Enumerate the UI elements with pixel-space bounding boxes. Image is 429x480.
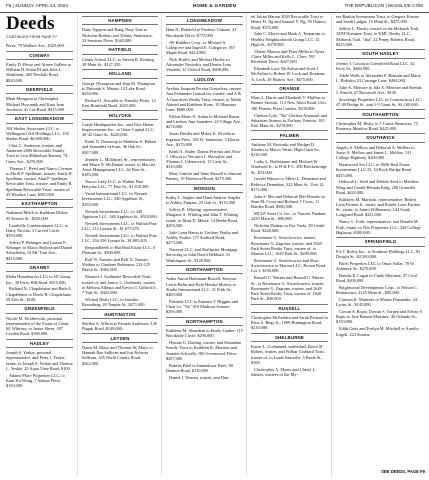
- column-3: [166, 14, 243, 476]
- deed-entry: Loudville Condominiums LLC, to Daisy Nicolai, 3 Curved Circle, $559,900.: [6, 222, 68, 239]
- deed-entry: Nuovo Lady LLC, to Walnut Pine Holyoke LLC, 77 Pine St., $1,358,300.: [82, 179, 150, 190]
- town-heading: ORANGE: [251, 84, 328, 93]
- deed-entry: Keith A. Andre, Danna Ferreira and Alice J. Oliscot to Veronica I. Showalter and Thomas J. Urbanovich, 15 Cady St., $310,000.: [166, 148, 241, 170]
- town-heading: NORTHAMPTON: [166, 265, 243, 274]
- deed-entry: Jennifer L. McDaniel, Sr., representative, and Maria N. McDaniel, estate, to Marcial Asset Management LLC, 64 Pine St., $185,000.: [82, 156, 156, 178]
- town-heading: SOUTH HADLEY: [336, 49, 425, 58]
- deed-entry: Adams Place Properties LLC, to Kam Kit Wong, 7 Adams Place, $150,000.: [6, 372, 65, 389]
- deed-entry: Perez, 79 Wallace Ave., $325,000.: [6, 43, 65, 49]
- deed-entry: Center School LLC, to Steven R. Keating, 38 Main St., $127,250.: [82, 56, 155, 67]
- deed-entry: Respondfeeds to Hut Real Estate LLC, 0 Pleasant St., $300,000.: [82, 244, 156, 256]
- deed-entry: Nevaeh Investments LLC, to Walnut Pine LLC, 212 Lyman St., $1,675,676.: [82, 220, 157, 231]
- town-heading: DEERFIELD: [6, 85, 73, 94]
- column-1-body: [6, 43, 73, 388]
- deed-entry: Daniel J. Warren, trustee, and Dan-: [169, 374, 230, 380]
- deed-entry: Russell C. Warner and Russell C. Marier Sr., to Rosemarie G. Swiechowicz, trustee, Rosemarie G. Zagrano, trustee, and 1628 Park Street Realty Trust, trustee of, 1628 Park St., $30,000.: [251, 275, 325, 302]
- deed-entry: Dany Nguyen and Hang Thuy Tran to Nicholas Bodeau and Tiffany Simbieucz, 33 Sessions Drive, $340,000.: [82, 27, 153, 43]
- deed-entry: Keith N. Destromp to Matthew A. Hebert and Samantha Sylvain, 36 Oak St., $307,000.: [82, 139, 157, 155]
- deed-entry: Julie Lynn Harris to Zachary Poulin and Ashley Poulin, 177 Stafford Road, $273,000.: [166, 229, 238, 246]
- deed-entry: Nathaniel Mitch to Kathleen Dillon, 95 Everett St., $235,000.: [6, 210, 69, 221]
- town-heading: SPRINGFIELD: [336, 237, 425, 246]
- town-heading: NORTHAMPTON: [166, 317, 243, 326]
- deed-entry: Cathy L. Berthiaume and Michael W. Wardwell Jr., to H & F C, 290 Breckenridge St., $53,000.: [251, 159, 327, 175]
- deed-entry: Dawn M. Mayo and Thomas W. Mayo to Hannah Rae Sullivan and Jori Roberta Sullivan, 435 North County Road, $262,000.: [82, 344, 153, 366]
- deed-entry: Jeremy J. Cotton to Greenfield Road LLC, 42 Ferry St., $460,000.: [336, 60, 415, 71]
- deed-entry: Nicholas Dadeau to Kor Vaala, 29 Gould Road, $228,000.: [251, 223, 325, 234]
- deed-entry: Asher Aaron Hartmann-Russell, Kenyon Lewis-Belin and Kyle Hoiska-Mulvey to Studio International LLC, 31 Fifth St., $465,000.: [166, 276, 237, 298]
- deed-entry: Adele Wells to Alexander F. Bokotin and Marie L. Bokotin, 23 Carriage Lane, $494,000.: [336, 72, 421, 83]
- deed-entry: Christopher M. Healy to J. Curtis Shumway, 75 Pomeroy Meadow Road, $425,000.: [336, 120, 418, 131]
- deed-entry: Kathleen M. Shanahan to Emily Lauber, 115 Brookside Circle, $290,000.: [166, 328, 243, 339]
- town-heading: LEYDEN: [82, 333, 158, 342]
- town-heading: EAST LONGMEADOW: [6, 114, 73, 123]
- deed-entry: Avelina Joaquim Pereira Goncalves, trustee, Ana Fernandes Goncalves, trustee, and A & A Goncalves Realty Trust, trustee, to Nahdi Ahmed and Kathleen Kone, 10 Manzana Lane, $680,000.: [166, 86, 243, 113]
- deed-entry: Jason Divella and Mikey K. Divella to Ingemar Pires, 158 W. Jambeson, 3 Dawes Ave., $270,000.: [166, 131, 240, 147]
- deed-entry: Brightwood Development Corp., to Nelson C. Bettencourt, 2145 Main St., $80,000.: [336, 284, 419, 296]
- deed-entry: Brianwood Six LLC, to SMS Real Estate Investments LLC 23, 54 Rock Bridge Road, $455,000.: [336, 162, 412, 178]
- jump-line: SEE DEEDS, PAGE F9: [381, 469, 425, 474]
- deed-entry: Brenda E. Logan to Cindy Martinez, 37 Cecil Road, $200,000.: [336, 272, 418, 283]
- deed-entry: 8 S C Realty Inc., to Southern Holdings LLC, 83 Dwight St., $2,300,000.: [336, 248, 421, 259]
- deed-entry: Shelley A. Wilton to Pamela Anderson, 140 Pisgah Road, $140,000.: [82, 320, 157, 332]
- deed-entry: JW Builders Corp., to Michael S. Colegrove and Ingrid E. Colegrove, 567 Maple Road, $414,900.: [166, 39, 236, 56]
- town-heading: HADLEY: [6, 339, 73, 348]
- deed-entry: Gerald Watson to Albert L. Dermaine and Rebecca Demaktas, 322 Main St., Unit 12, $172,000.: [251, 176, 326, 192]
- deed-entry: Richard J. Arscadle to Timothy Piche, 14 East Brimfield Road, $435,000.: [82, 97, 156, 109]
- deed-entry: Joseph S. Yeskie, personal representative, and Peter J. Yeskie, estate, to Joseph S. Yeskie and Therese L. Yeskie, 25 Aqua Vitae Road, $100.: [6, 350, 73, 371]
- deed-entry: Angelo S. Mellors and Deborah A. Mellors to Jason A. Mellors and James L. Mellors, 511 College Highway, $200,000.: [336, 144, 415, 161]
- deed-entry: Nick Hurley and Melissa Hurley to Alexander Nevitskiy and Denise Iyna Vendola, 32 Oxford Road, $600,000.: [166, 56, 231, 73]
- page-title: Deeds: [6, 14, 55, 34]
- column-divider: [331, 14, 332, 476]
- column-4: [251, 14, 328, 476]
- deed-entry: Rosemarie G. Swiechowicz and Shoe Swiechowicz to Marion LLC, Breton Road, Lot 1, $100,000.: [251, 257, 327, 274]
- town-heading: HOLLAND: [82, 69, 158, 78]
- town-heading: RUSSELL: [251, 304, 328, 313]
- deed-entry: iel Julian Warren 2020 Revocable Trust to Henry H. Ng and Samuel Y. Ng, 95 Damon Road, $370,000.: [251, 14, 326, 30]
- column-5: [336, 14, 425, 476]
- deed-entry: Karen L. Godamand, individual, Bruce B. Robert, trustee, and Wilbur Goddard Trust, trustee of, to Linda Sausville, 5 Beale St., $100.: [251, 344, 325, 365]
- deed-entry: Julie A. Mercure to Jule A. Mercure and Brenda J. Arnold, 27 Roosevelt Ave., $100.: [336, 84, 422, 95]
- town-heading: PALMER: [251, 130, 328, 139]
- town-heading: LONGMEADOW: [166, 16, 243, 25]
- deed-entry: Anthony M. Rovinski and Bridget D. Zendris to Marco Verne, High Chair St., $110,000.: [251, 141, 321, 158]
- page-folio: F6 | SUNDAY, APRIL 14, 2024: [6, 3, 68, 8]
- column-divider: [77, 14, 78, 476]
- deed-entry: Julie C. Meyer and Mark A. Teeparsan to Healthy Neighborhoods Group LLC, 41 High St., $378,000.: [251, 31, 325, 47]
- deed-entry: John S. Mei and Deborah Mei Macedo to Sean M. Cross and Richard J. Cross, 11 Burden Road, $300,000.: [251, 193, 326, 210]
- deed-entry: Hyman G. Darling, trustee, and Shanahan Family Trust to Kathleen K. Marteus and Jennifer Schwalb, 106 Greenwood Drive, $457,000.: [166, 340, 241, 361]
- deed-entry: Mary Cantler and Irene Russell to Simone Pauzey, 19 Pinewood Road, $279,500.: [166, 171, 242, 182]
- column-divider: [161, 14, 162, 476]
- town-heading: LUDLOW: [166, 75, 243, 84]
- deed-entry: Nevaeh Investments LLC, to 340 Appleton LLC, 340 Appleton St., $510,000.: [82, 208, 158, 219]
- deed-entry: Carmen K. Martinez to Martin Fernandez, 24 Lyons St., $145,000.: [336, 296, 418, 308]
- deed-entry: Richard N. Chapdelaine and Beth A. Chapdelaine to Derek R. Chapdelaine, 58 East St., $100.: [6, 286, 73, 302]
- deed-entry: Jeffrey R. Whiting, representative, Margaret A. Whiting and John T. Whiting, estate, to Ryan D. Masse, 14 Beebe Road, $255,000.: [166, 207, 239, 228]
- deed-entry: MCLP Asset Co. Inc., to Vincent Nardner, 2250 Main St., $90,000.: [251, 211, 327, 222]
- deed-entry: Christopher McFadden and Sarah Richard to Peter S. Rego Jr., 1099 Huntington Road, $210,000.: [251, 314, 328, 331]
- town-heading: HUNTINGTON: [82, 309, 158, 318]
- deed-entry: Christopher A. Myers and Cheryl L. Sankes, trustees of the My-: [251, 366, 317, 377]
- deed-entry: Mark Mongeon to Christopher Michael Hyvonnik and Kara Jean Jacobson, 41 Lee Road, $415,000.: [6, 96, 66, 112]
- town-heading: HAMPDEN: [82, 16, 158, 25]
- deed-entry: Rakesh Patel to Jnaneshwar Patel, 80 Dannon Road, $130,000.: [166, 362, 233, 374]
- deed-entry: Deborah L. Seed and Debbie Seed to Matthew Wing and Gerald Belinda King, 200 Granville Road, $420,000.: [336, 179, 419, 195]
- deed-entry: Emily D. Howe and Aimee Gallese to William H. Kuhn III and Julie L. Washburn, 482 Newhall Road, $820,000.: [6, 61, 72, 83]
- deed-entry: Varad International LLC, to Nevaeh Investments LLC, 340 Appleton St., $350,000.: [82, 191, 147, 207]
- deed-entry: Birch Properties LLC to Omar Vallar, 78 W. Ashmore St., $270,000.: [336, 260, 415, 271]
- deed-entry: Edith Ortiz and Evelyn M. Mitchell to Aurelio Iorgeli, 223 Sunrise: [336, 326, 419, 337]
- deed-entry: Ham N. Hakfield to Frederic Galarze, 21 Brookside Drive, $775,000.: [166, 27, 237, 38]
- publication-name: THE REPUBLICAN | MASSLIVE.COM: [344, 3, 423, 8]
- town-heading: HOLYOKE: [82, 110, 158, 119]
- town-heading: GRANBY: [6, 263, 73, 272]
- deed-entry: Rolf N. Nazario and Rolf N. Nazario Medina to Charlene Robinson, 123-125 Beech St., $365,000.: [82, 256, 151, 273]
- column-1: [6, 14, 73, 476]
- deed-entry: Fallon Marie N. Aubin to Michael Beaus and Lindsey Ann Saunders, 24 Village Ave., $274,000.: [166, 113, 242, 130]
- town-heading: SOUTHWICK: [336, 133, 425, 142]
- column-divider: [246, 14, 247, 476]
- town-heading: GREENFIELD: [6, 304, 73, 313]
- deed-entry: Valerie Marcus and Peter Miller to Yuwa Claire Miller and Kelly L. Claes, 591 Riverside Drive, $427,000.: [251, 48, 325, 65]
- deed-entry: Wicked Deals LLC, to Jennifer Rosenberg, 20 Temple St., $271,000.: [82, 296, 146, 308]
- section-name: HOME & GARDEN: [192, 3, 237, 8]
- deed-entry: Sovereign Properties LLC to Construction LLC, 47-49 Bridge St., and 1-3 Grant St., $1,100,000.: [336, 96, 423, 108]
- town-heading: SHELBURNE: [251, 333, 328, 342]
- deed-entry: Elizabeth Lacy McArthur and Scott J. McArthur to Robert W. Lock and Roxanne A. Lock, 29 Harlow Ave., $475,000.: [251, 66, 325, 82]
- town-heading: MONSON: [166, 184, 243, 193]
- deed-entry: Nancy L. Frith, representative, and Donald M. Frith, estate, to Wix Properties LLC, 329 College Highway, $300,000.: [336, 219, 421, 235]
- town-heading: SOUTHAMPTON: [336, 109, 425, 118]
- deed-entry: Maurice J. Guilmette Revocable Trust, trustee of, and Janice L. Guilmette, trustee, to Melissa Alfaqui and Kevin G. Gifford Jr., 7 Yale St., $425,000.: [82, 274, 158, 296]
- deed-entry: Kathy L. Staples and Dana Andrew Staples to Ashley Putnam, 25 Oak St., $115,000.: [166, 195, 241, 206]
- deed-entry: Jeffrey L. Pinsky, trustee of the Mohawk Trail ATM Nominee Trust, to KMC Realty LLC, Mohawk Trail, "aka" 22 Penny Roberts Road, $225,000.: [336, 26, 419, 47]
- town-heading: CONWAY: [6, 51, 73, 60]
- deed-entry: Jeffrey P. Belanger and Lauren E. Belanger to Marco Bedoya and Daniel Schieffelin, 10 Mt. Tom Ave., $433,000.: [6, 239, 73, 261]
- deed-entry: Chelsea Cole, "Na" Chelsea Arsenault and Sebastian Arseno, to Zachary Venezia, 105 East Main St., $270,000.: [251, 112, 327, 129]
- deed-entry: Thomas C. Reed and Nancy Cormier to Ebrill P. Spellman, trustee, Emily R. Spellman, trustee, Alan P. Spellman Revocable Trust, trustee, and Emily R. Spellman Revocable Trust, trustee of 43 Windsor Lane, $505,000.: [6, 165, 73, 197]
- town-heading: EASTHAMPTON: [6, 199, 73, 208]
- deed-entry: Clint C. Andersen, trustee, and Andersen 2006 Revocable Family Trust to Lisa Mikkelson Barnett, 74 Gates Ave., $270,000.: [6, 142, 68, 164]
- page-header: [0, 0, 429, 13]
- deed-entry: 104 Shaker Associates LLC, to Wellington CSA Holdings LLC, 104 Shaker Road, $6,698,000.: [6, 125, 69, 142]
- deed-entry: Malta Homebuyers LLC to JD Group Inc., 38 Ferry Hill Road, $515,000.: [6, 274, 71, 285]
- deed-entry: Rosemarie G. Swiechowicz, trustee, Rosemarie G. Zagrano, trustee, and 1628 Park Street Realty Trust, trustee of, to Marion LLC, 1629 Park St., $200,000.: [251, 235, 322, 257]
- town-heading: HATFIELD: [82, 45, 158, 54]
- deed-entry: Castle Headquarters Inc., and New Home Improvements Inc., to Outer Capital LLC, 40-42 Gates St., $220,000.: [82, 121, 155, 138]
- column-2: [82, 14, 158, 476]
- deed-entry: George Thompson and Jean M. Thompson to Deborah S. Martin, 12 Lake Road, $250,000.: [82, 80, 156, 97]
- deed-entry: Kathleen M. Marinak, representative, Robert Leon Furtner Jr., estate, and Robert Leon Furtner Sr., estate, to James Williamson, 144 South Longyard Road, $221,000.: [336, 196, 421, 218]
- deed-entry: Fennelis LLC to Emmett T. Higgins and Chris Le, "Na" 810 Madison Avenue, $295,000.: [166, 298, 239, 315]
- deed-entry: Cowan S. Rojas, Dowan S. Turpen and Edwin V. Rojas to Jose Ramon Martinez, 46 Orlando St., $150,000.: [336, 308, 424, 325]
- deed-entry: Mary L. Harris and Elizabeth V. Mullins to Bonnie Stewart, 113 New Athol Road, Unit 100 Pioneer Plaza Condos, $230,000.: [251, 95, 326, 111]
- deed-entry: Naverus LLC, and Shellpoint Mortgage Servicing to John David Hebbard, 33 Washington St., $126,000.: [166, 247, 238, 263]
- deed-entry: Nevaeh Investments LLC, to Walnut Pine LLC, 234-236 Lyman St., $1,005,405.: [82, 232, 157, 243]
- deed-entry: Nicole M. Wroblewski, personal representative of the Estate of Linda M. Whitney, to James Sheer, 187 Leyden Road, $360,000.: [6, 315, 69, 337]
- deed-entry: ers-Rankin Investment Trust, to Gregory Krause and Sarah Ludgar, 19 Main St., $475,000.: [336, 14, 420, 25]
- continued-line: CONTINUED FROM PAGE F7: [6, 35, 58, 39]
